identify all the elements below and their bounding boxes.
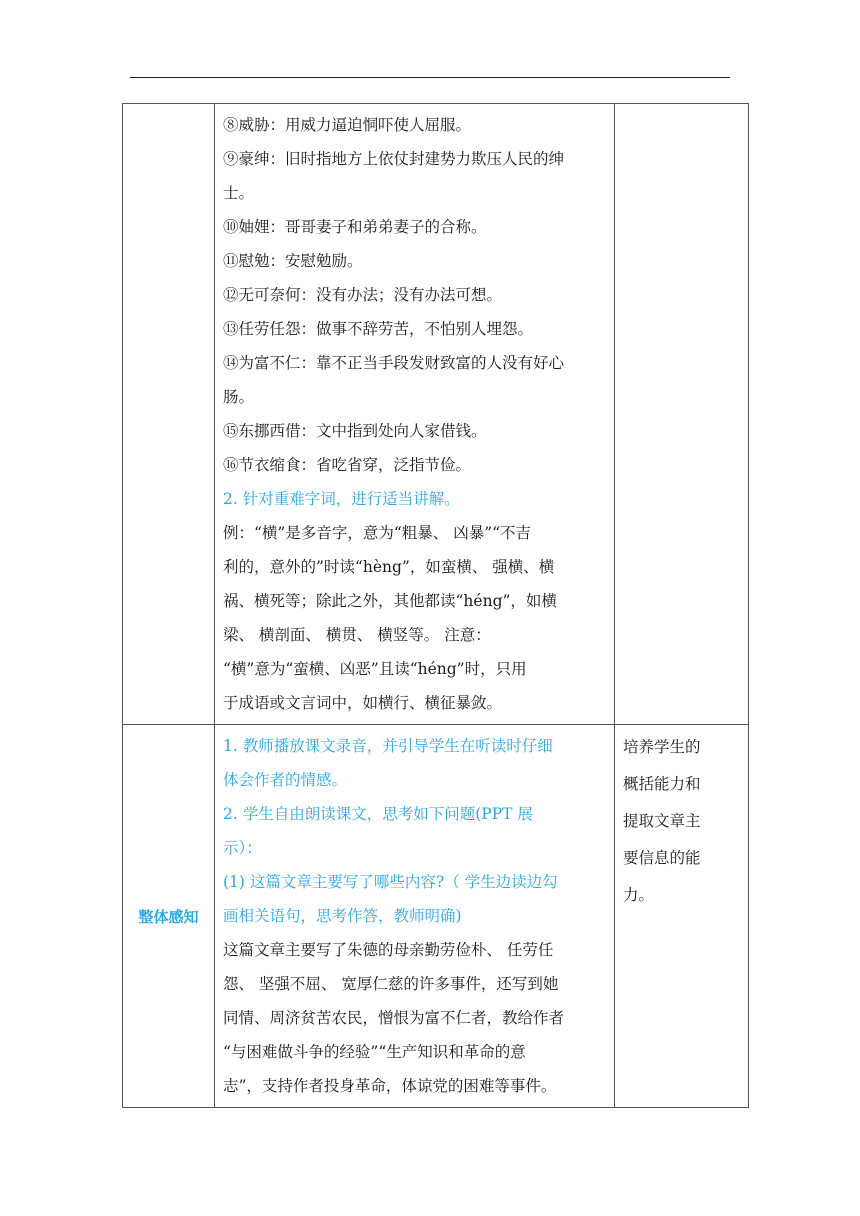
table-row-overall-perception	[123, 725, 749, 1108]
text-line: 怨、 坚强不屈、 宽厚仁慈的许多事件，还写到她	[223, 975, 559, 993]
text-line: 2. 学生自由朗读课文，思考如下问题(PPT 展	[223, 805, 533, 823]
text-line: 体会作者的情感。	[223, 771, 348, 789]
text-line: 同情、周济贫苦农民，憎恨为富不仁者，教给作者	[223, 1009, 565, 1027]
text-line: ⑬任劳任怨：做事不辞劳苦，不怕别人埋怨。	[223, 320, 534, 338]
text-line: 画相关语句，思考作答，教师明确)	[223, 907, 462, 925]
text-line: (1) 这篇文章主要写了哪些内容?（ 学生边读边勾	[223, 873, 558, 891]
goal-line: 力。	[623, 886, 655, 904]
stage-label-cell	[123, 725, 215, 1108]
text-line: 梁、 横剖面、 横贯、 横竖等。 注意：	[223, 626, 491, 644]
text-line: 士。	[223, 184, 255, 202]
goal-line: 培养学生的	[623, 738, 701, 756]
text-line: 利的，意外的”时读“hèng”，如蛮横、 强横、横	[223, 558, 555, 576]
stage-label: 整体感知	[138, 907, 199, 926]
text-line: 1. 教师播放课文录音，并引导学生在听读时仔细	[223, 737, 553, 755]
header-rule	[130, 77, 730, 78]
goal-line: 提取文章主	[623, 812, 701, 830]
text-line: ⑯节衣缩食：省吃省穿，泛指节俭。	[223, 456, 472, 474]
text-line: 祸、横死等；除此之外，其他都读“héng”，如横	[223, 592, 557, 610]
activity-cell	[215, 725, 615, 1108]
perception-activities	[215, 725, 614, 1107]
text-line: “与困难做斗争的经验”“生产知识和革命的意	[223, 1043, 526, 1061]
goal-line: 概括能力和	[623, 775, 701, 793]
text-line: 示）：	[223, 839, 262, 857]
text-line: ⑧威胁：用威力逼迫恫吓使人屈服。	[223, 116, 472, 134]
text-line: ⑨豪绅：旧时指地方上依仗封建势力欺压人民的绅	[223, 150, 565, 168]
text-line: ⑮东挪西借：文中指到处向人家借钱。	[223, 422, 487, 440]
text-line: “横”意为“蛮横、凶恶”且读“héng”时，只用	[223, 660, 527, 678]
goal-line: 要信息的能	[623, 849, 701, 867]
stage-label-cell-empty	[123, 104, 215, 725]
text-line: 例：“横”是多音字，意为“粗暴、 凶暴”“不吉	[223, 524, 532, 542]
text-line: 志”，支持作者投身革命，体谅党的困难等事件。	[223, 1077, 557, 1095]
text-line: ⑩妯娌：哥哥妻子和弟弟妻子的合称。	[223, 218, 487, 236]
text-line: ⑭为富不仁：靠不正当手段发财致富的人没有好心	[223, 354, 565, 372]
lesson-plan-table	[122, 103, 749, 1108]
text-line: 肠。	[223, 388, 255, 406]
text-line: ⑪慰勉：安慰勉励。	[223, 252, 363, 270]
activity-cell	[215, 104, 615, 725]
table-row-vocabulary	[123, 104, 749, 725]
teaching-goal	[615, 725, 748, 918]
vocabulary-notes	[215, 104, 614, 724]
text-line: 于成语或文言词中，如横行、横征暴敛。	[223, 694, 503, 712]
text-line: 2. 针对重难字词，进行适当讲解。	[223, 490, 460, 508]
text-line: ⑫无可奈何：没有办法；没有办法可想。	[223, 286, 503, 304]
goal-cell-empty	[615, 104, 749, 725]
goal-cell	[615, 725, 749, 1108]
text-line: 这篇文章主要写了朱德的母亲勤劳俭朴、 任劳任	[223, 941, 554, 959]
